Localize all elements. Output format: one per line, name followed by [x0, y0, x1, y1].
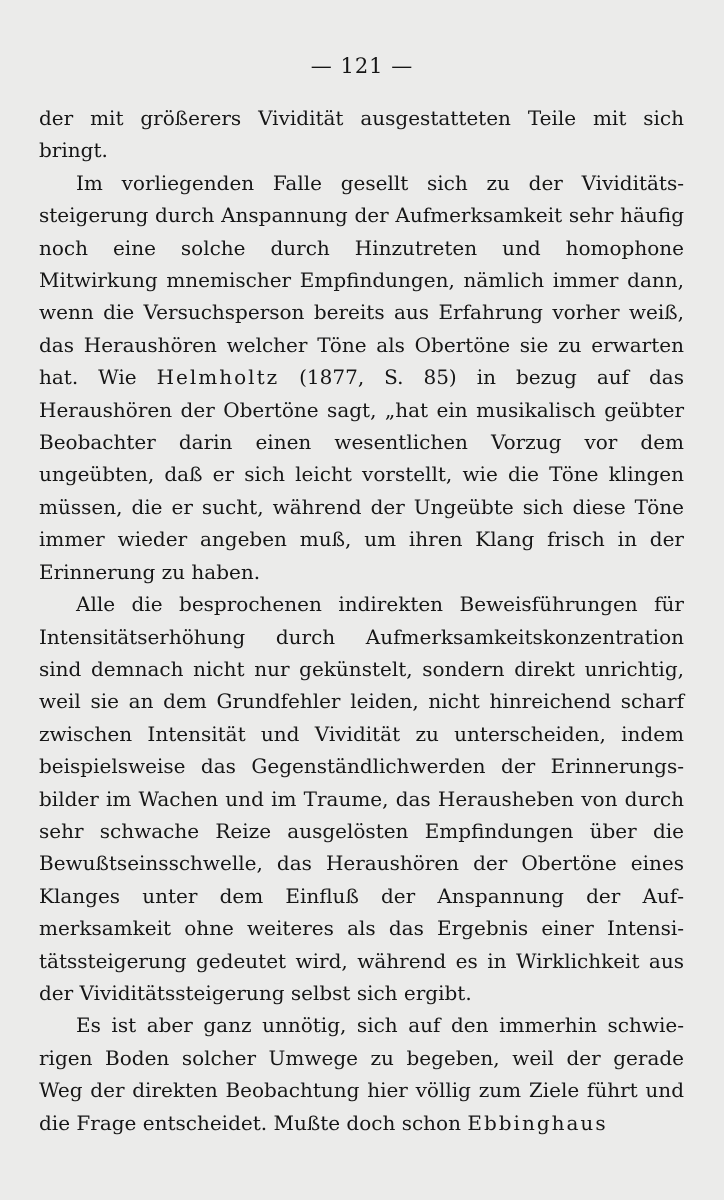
- page-number: — 121 —: [310, 54, 414, 78]
- paragraph-4: [39, 1009, 684, 1139]
- paragraph-1: der mit größerers Vividität ausgestatteten Teile mit sich bringt.: [39, 106, 684, 163]
- author-name-ebbinghaus: Ebbinghaus: [467, 1110, 608, 1135]
- body-text: [39, 102, 684, 1139]
- author-name-helmholtz: Helmholtz: [156, 365, 280, 390]
- paragraph-2: [39, 167, 684, 588]
- paragraph-4-part1: Es ist aber ganz unnötig, sich auf den immerhin schwierigen Boden solcher Umwege zu begeben, weil der gerade Weg der direkten Beobachtung hier völlig zum Ziele führt und die Frage entscheidet. Mußte doch schon: [39, 1013, 684, 1135]
- paragraph-2-part1: Im vorliegenden Falle gesellt sich zu der Vividitätssteigerung durch Anspannung der Aufmerksamkeit sehr häufig noch eine solche durch Hinzutreten und homophone Mitwirkung mnemischer Empfindungen, nämlich immer dann, wenn die Versuchsperson bereits aus Erfahrung vorher weiß, das Heraushören welcher Töne als Obertöne sie zu erwarten hat. Wie: [39, 170, 684, 390]
- paragraph-3: Alle die besprochenen indirekten Beweisführungen für Intensitätserhöhung durch Aufmerksamkeitskonzentration sind demnach nicht nur gekünstelt, sondern direkt unrichtig, weil sie an dem Grundfehler leiden, nicht hinreichend scharf zwischen Intensität und Vividität zu unterscheiden, indem beispielsweise das Gegenständlichwerden der Erinnerungsbilder im Wachen und im Traume, das Herausheben von durch sehr schwache Reize ausgelösten Empfindungen über die Bewußtseinsschwelle, das Heraushören der Obertöne eines Klanges unter dem Einfluß der Anspannung der Aufmerksamkeit ohne weiteres als das Ergebnis einer Intensitätssteigerung gedeutet wird, während es in Wirklichkeit aus der Vividitätssteigerung selbst sich ergibt.: [39, 592, 684, 1005]
- paragraph-2-part2: (1877, S. 85) in bezug auf das Heraushören der Obertöne sagt, „hat ein musikalisch geübter Beobachter darin einen wesentlichen Vorzug vor dem ungeübten, daß er sich leicht vorstellt, wie die Töne klingen müssen, die er sucht, während der Ungeübte sich diese Töne immer wieder angeben muß, um ihren Klang frisch in der Erinnerung zu haben.: [39, 365, 684, 584]
